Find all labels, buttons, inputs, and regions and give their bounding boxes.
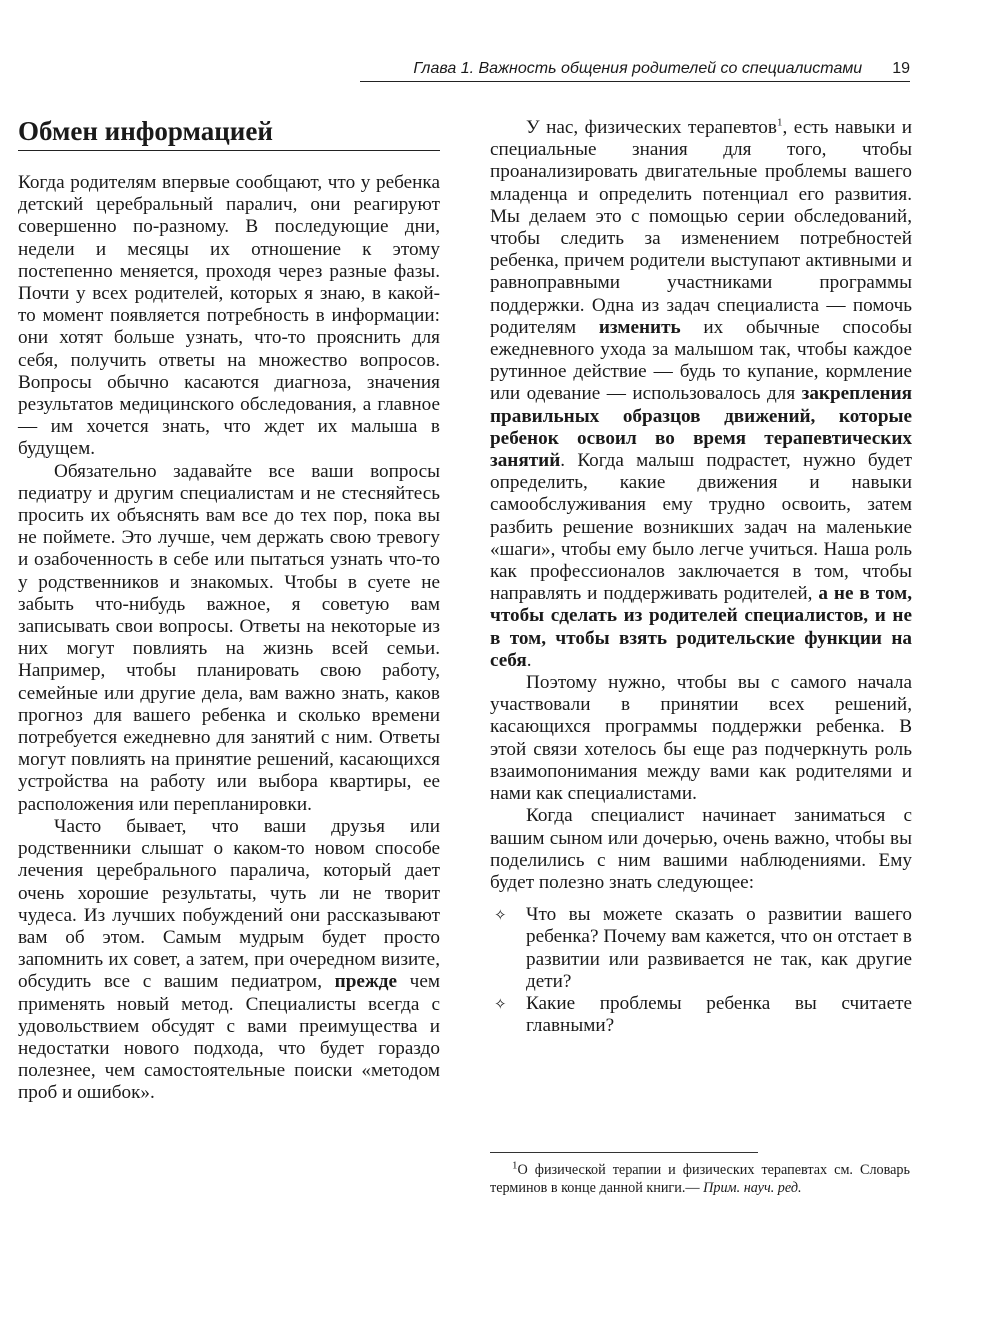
list-item <box>490 993 912 1037</box>
text-run: , есть навыки и специальные знания для того, чтобы проанализировать двигательные проблемы вашего младенца и определить потенциал его развития. Мы делаем это с помощью серии обследований, чтобы следить за изменением потребностей ребенка, причем родители выступают активными и равноправными участниками программы поддержки. Одна из задач специалиста — помочь родителям <box>490 117 912 338</box>
footnote-ref: 1 <box>776 116 783 129</box>
right-column <box>490 117 912 1037</box>
bold-run: закрепления правильных образцов движений, которые ребенок освоил во время терапевтических занятий <box>490 383 912 472</box>
paragraph: Обязательно задавайте все ваши вопросы педиатру и другим специалистам и не стесняйтесь просить их объяснять вам все до тех пор, пока вы не поймете. Это лучше, чем держать свою тревогу и озабоченность в себе или пытаться узнать что-то у родственников и знакомых. Чтобы в суете не забыть что-нибудь важное, я советую вам записывать свои вопросы. Ответы на некоторые из них могут повлиять на жизнь всей семьи. Например, чтобы планировать свою работу, семейные или другие дела, вам важно знать, каков прогноз для вашего ребенка и сколько времени потребуется ежедневно для занятий с ним. Ответы могут повлиять на принятие решений, касающихся устройства на работу или выбора квартиры, ее расположения или перепланировки. <box>18 460 440 815</box>
text-run: Часто бывает, что ваши друзья или родственники слышат о каком-то новом способе лечения церебрального паралича, который дает очень хорошие результаты, чуть ли не творит чудеса. Из лучших побуждений они рассказывают вам об этом. Самым мудрым будет просто запомнить их совет, а затем, при очередном визите, обсудить все с вашим педиатром, <box>18 815 440 993</box>
section-title: Обмен информацией <box>18 114 440 151</box>
paragraph <box>490 117 912 672</box>
paragraph: Поэтому нужно, чтобы вы с самого начала участвовали в принятии всех решений, касающихся программы поддержки ребенка. В этой связи хотелось бы еще раз подчеркнуть роль взаимопонимания между вами как родителями и нами как специалистами. <box>490 672 912 805</box>
footnote <box>490 1159 910 1197</box>
page-number: 19 <box>892 60 910 77</box>
diamond-bullet-icon: ✧ <box>494 994 507 1013</box>
paragraph <box>18 816 440 1105</box>
footnote-divider <box>490 1152 758 1153</box>
chapter-title: Глава 1. Важность общения родителей со специалистами <box>413 60 863 77</box>
paragraph: Когда родителям впервые сообщают, что у ребенка детский церебральный паралич, они реагируют совершенно по-разному. В последующие дни, недели и месяцы их отношение к этому постепенно меняется, проходя через разные фазы. Почти у всех родителей, которых я знаю, в какой-то момент появляется потребность в информации: они хотят больше узнать, что-то прояснить для себя, получить ответы на множество вопросов. Вопросы обычно касаются диагноза, значения результатов медицинского обследования, а главное — им хочется знать, что ждет их малыша в будущем. <box>18 172 440 460</box>
left-column <box>18 172 440 1105</box>
text-run: У нас, физических терапевтов <box>526 117 777 138</box>
list-item <box>490 904 912 993</box>
bold-run: а не в том, чтобы сделать из родителей специалистов, и не в том, чтобы взять родительские функции на себя <box>490 583 912 671</box>
question-list <box>490 904 912 1037</box>
footnote-marker: 1 <box>512 1159 518 1172</box>
diamond-bullet-icon: ✧ <box>494 906 507 925</box>
bold-run: прежде <box>334 971 398 993</box>
bold-run: изменить <box>598 316 681 338</box>
text-run: чем применять новый метод. Специалисты всегда с удовольствием обсудят с вами преимущества и недостатки нового подхода, что будет гораздо полезнее, чем самостоятельные поиски «методом проб и ошибок». <box>18 971 440 1104</box>
paragraph: Когда специалист начинает заниматься с вашим сыном или дочерью, очень важно, чтобы вы поделились с ним вашими наблюдениями. Ему будет полезно знать следующее: <box>490 805 912 893</box>
text-run: . Когда малыш подрастет, нужно будет определить, какие движения и навыки самообслуживания ему трудно освоить, затем разбить решение возникших задач на маленькие «шаги», чтобы ему было легче учиться. Наша роль как профессионалов заключается в том, чтобы направлять и поддерживать родителей, <box>490 450 912 605</box>
text-run: . <box>526 649 532 671</box>
text-run: их обычные способы ежедневного ухода за малышом так, чтобы каждое рутинное действие — будь то купание, кормление или одевание — использовалось для <box>490 316 912 405</box>
list-item-text: Что вы можете сказать о развитии вашего ребенка? Почему вам кажется, что он отстает в развитии или развивается не так, как другие дети? <box>526 904 912 992</box>
running-header <box>360 56 910 82</box>
footnote-italic: Прим. науч. ред. <box>703 1179 802 1196</box>
footnote-text: О физической терапии и физических терапевтах см. Словарь терминов в конце данной книги.— <box>490 1162 910 1196</box>
list-item-text: Какие проблемы ребенка вы считаете главными? <box>526 992 912 1037</box>
